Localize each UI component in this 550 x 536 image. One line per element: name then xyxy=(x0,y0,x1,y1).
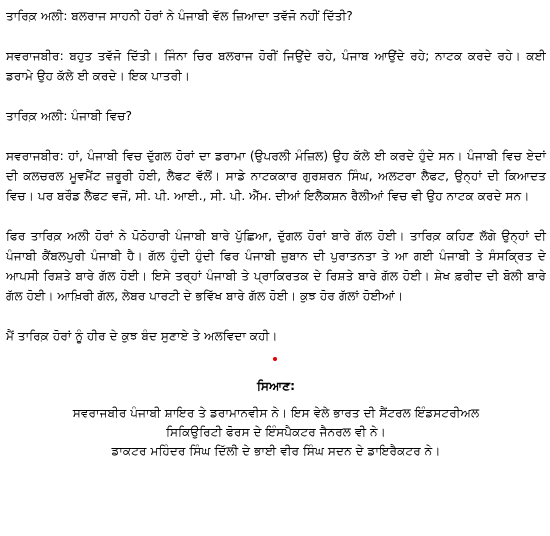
closing-paragraph: ਮੈਂ ਤਾਰਿਕ਼ ਹੋਰਾਂ ਨੂੰ ਹੀਰ ਦੇ ਕੁਝ ਬੰਦ ਸੁਣਾਏ ਤੇ ਅਲਵਿਦਾ ਕਹੀ। xyxy=(6,329,278,343)
interview-answer-1: ਸਵਰਾਜਬੀਰ: ਬਹੁਤ ਤਵੱਜੋ ਦਿੱਤੀ। ਜਿੰਨਾ ਚਿਰ ਬਲਰਾਜ ਹੋਰੀਂ ਜਿਉਂਦੇ ਰਹੇ, ਪੰਜਾਬ ਆਉਂਦੇ ਰਹੇ; ਨਾਟਕ ਕਰਦੇ ਰਹੇ। ਕਈ ਡਰਾਮੇ ਉਹ ਕੱਲੇ ਈ ਕਰਦੇ। ਇਕ ਪਾਤਰੀ। xyxy=(6,49,546,83)
interview-question-2: ਤਾਰਿਕ਼ ਅਲੀ: ਪੰਜਾਬੀ ਵਿਚ? xyxy=(6,109,132,123)
interview-question-1: ਤਾਰਿਕ਼ ਅਲੀ: ਬਲਰਾਜ ਸਾਹਨੀ ਹੋਰਾਂ ਨੇ ਪੰਜਾਬੀ ਵੱਲ ਜ਼ਿਆਦਾ ਤਵੱਜੋ ਨਹੀਂ ਦਿੱਤੀ? xyxy=(6,9,353,23)
footnote-line: ਸਿਕਿਉਰਿਟੀ ਫੋਰਸ ਦੇ ਇੰਸਪੈਕਟਰ ਜੈਨਰਲ ਵੀ ਨੇ। xyxy=(166,425,386,439)
footnote-line: ਸਵਰਾਜਬੀਰ ਪੰਜਾਬੀ ਸ਼ਾਇਰ ਤੇ ਡਰਾਮਾਨਵੀਸ ਨੇ। ਇਸ ਵੇਲੇ ਭਾਰਤ ਦੀ ਸੈਂਟਰਲ ਇੰਡਸਟਰੀਅਲ xyxy=(72,406,480,420)
narrative-paragraph: ਫਿਰ ਤਾਰਿਕ਼ ਅਲੀ ਹੋਰਾਂ ਨੇ ਪੋਠੋਹਾਰੀ ਪੰਜਾਬੀ ਬਾਰੇ ਪੁੱਛਿਆ, ਦੁੱਗਲ ਹੋਰਾਂ ਬਾਰੇ ਗੱਲ ਹੋਈ। ਤਾਰਿਕ਼ ਕਹਿਣ ਲੱਗੇ ਉਨ੍ਹਾਂ ਦੀ ਪੰਜਾਬੀ ਕੈਂਬਲਪੁਰੀ ਪੰਜਾਬੀ ਹੈ। ਗੱਲ ਹੁੰਦੀ ਹੁੰਦੀ ਫਿਰ ਪੰਜਾਬੀ ਜ਼ੁਬਾਨ ਦੀ ਪੁਰਾਤਨਤਾ ਤੇ ਆ ਗਈ ਪੰਜਾਬੀ ਤੇ ਸੰਸਕ੍ਰਿਤ ਦੇ ਆਪਸੀ ਰਿਸ਼ਤੇ ਬਾਰੇ ਗੱਲ ਹੋਈ। ਇਸੇ ਤਰ੍ਹਾਂ ਪੰਜਾਬੀ ਤੇ ਪ੍ਰਾਕਿਰਤਕ ਦੇ ਰਿਸ਼ਤੇ ਬਾਰੇ ਗੱਲ ਹੋਈ। ਸ਼ੇਖ ਫ਼ਰੀਦ ਦੀ ਬੋਲੀ ਬਾਰੇ ਗੱਲ ਹੋਈ। ਆਖ਼ਿਰੀ ਗੱਲ, ਲੇਬਰ ਪਾਰਟੀ ਦੇ ਭਵਿੱਖ ਬਾਰੇ ਗੱਲ ਹੋਈ। ਕੁਝ ਹੋਰ ਗੱਲਾਂ ਹੋਈਆਂ। xyxy=(6,229,546,303)
interview-answer-2: ਸਵਰਾਜਬੀਰ: ਹਾਂ, ਪੰਜਾਬੀ ਵਿਚ ਦੁੱਗਲ ਹੋਰਾਂ ਦਾ ਡਰਾਮਾ (ਉਪਰਲੀ ਮੰਜ਼ਿਲ) ਉਹ ਕੱਲੇ ਈ ਕਰਦੇ ਹੁੰਦੇ ਸਨ। ਪੰਜਾਬੀ ਵਿਚ ਏਦਾਂ ਦੀ ਕਲਚਰਲ ਮੂਵਮੈਂਟ ਜ਼ਰੂਰੀ ਹੋਈ, ਲੈਫਟ ਵੱਲੋਂ। ਸਾਡੇ ਨਾਟਕਕਾਰ ਗੁਰਸ਼ਰਨ ਸਿੰਘ, ਅਲਟਰਾ ਲੈਫਟ, ਉਨ੍ਹਾਂ ਦੀ ਕਿਆਦਤ ਵਿਚ। ਪਰ ਬਰੌਡ ਲੈਫਟ ਵਜੋਂ, ਸੀ. ਪੀ. ਆਈ., ਸੀ. ਪੀ. ਐੱਮ. ਦੀਆਂ ਇਲੈਕਸ਼ਨ ਰੈਲੀਆਂ ਵਿਚ ਵੀ ਉਹ ਨਾਟਕ ਕਰਦੇ ਸਨ। xyxy=(6,149,546,203)
footnote-heading: ਸਿਆਣ: xyxy=(256,379,296,393)
footnote-line: ਡਾਕਟਰ ਮਹਿੰਦਰ ਸਿੰਘ ਦਿੱਲੀ ਦੇ ਭਾਈ ਵੀਰ ਸਿੰਘ ਸਦਨ ਦੇ ਡਾਇਰੈਕਟਰ ਨੇ। xyxy=(111,444,441,458)
separator-dot xyxy=(273,357,277,361)
